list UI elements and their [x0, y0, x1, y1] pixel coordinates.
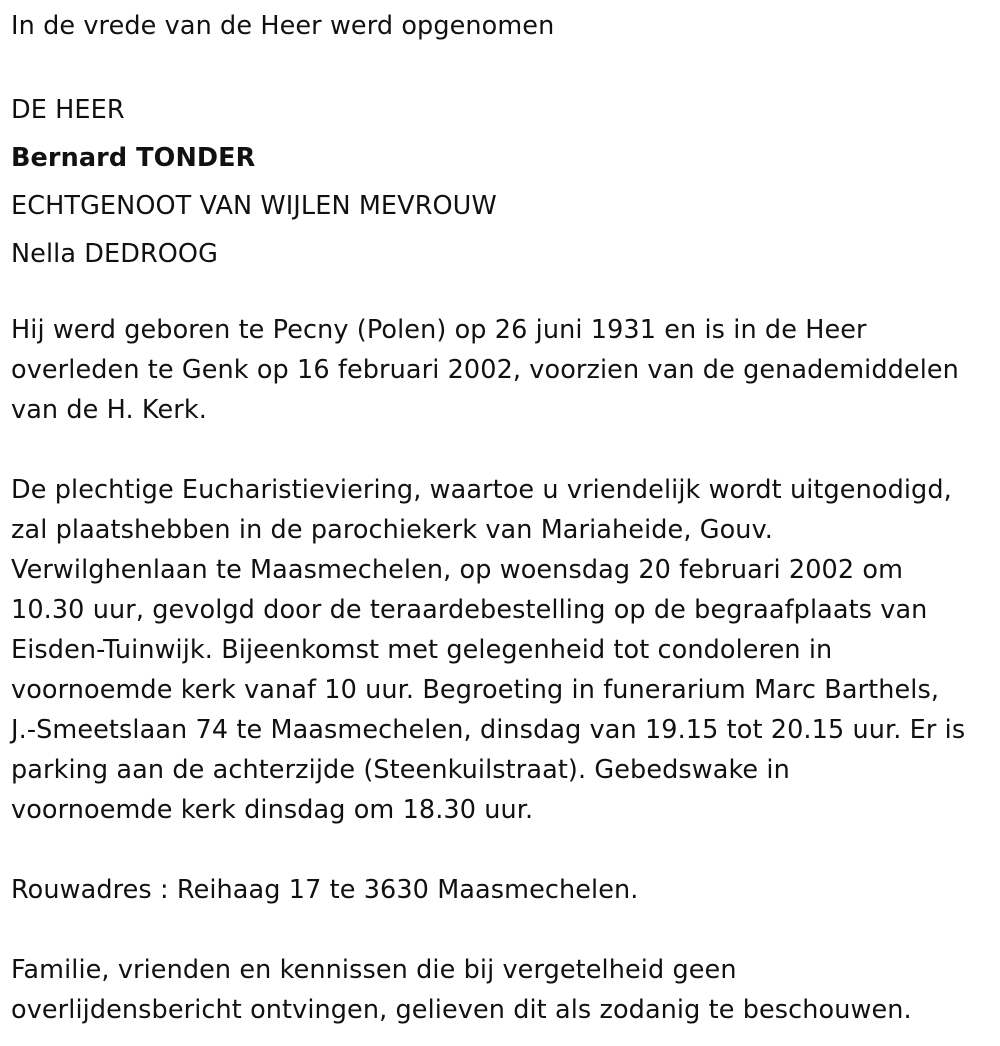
paragraph-line: 10.30 uur, gevolgd door de teraardebestelling op de begraafplaats van	[11, 595, 928, 625]
paragraph-line: voornoemde kerk dinsdag om 18.30 uur.	[11, 795, 534, 825]
paragraph-line: overleden te Genk op 16 februari 2002, voorzien van de genademiddelen	[11, 355, 959, 385]
closing-paragraph	[11, 950, 993, 1030]
paragraph-line: De plechtige Eucharistieviering, waartoe u vriendelijk wordt uitgenodigd,	[11, 475, 952, 505]
spouse-name: Nella DEDROOG	[11, 239, 218, 269]
paragraph-line: Familie, vrienden en kennissen die bij vergetelheid geen	[11, 955, 737, 985]
paragraph-line: van de H. Kerk.	[11, 395, 207, 425]
relation-line: ECHTGENOOT VAN WIJLEN MEVROUW	[11, 191, 497, 221]
death-notice	[11, 6, 993, 1030]
mourning-address: Rouwadres : Reihaag 17 te 3630 Maasmechelen.	[11, 875, 639, 905]
paragraph-line: Verwilghenlaan te Maasmechelen, op woensdag 20 februari 2002 om	[11, 555, 904, 585]
paragraph-line: J.-Smeetslaan 74 te Maasmechelen, dinsdag van 19.15 tot 20.15 uur. Er is	[11, 715, 966, 745]
birth-paragraph	[11, 310, 993, 430]
paragraph-line: overlijdensbericht ontvingen, gelieven dit als zodanig te beschouwen.	[11, 995, 912, 1025]
paragraph-line: parking aan de achterzijde (Steenkuilstraat). Gebedswake in	[11, 755, 790, 785]
spacer	[11, 46, 993, 86]
paragraph-line: Hij werd geboren te Pecny (Polen) op 26 juni 1931 en is in de Heer	[11, 315, 867, 345]
ceremony-paragraph	[11, 470, 993, 830]
spacer	[11, 278, 993, 310]
paragraph-line: zal plaatshebben in de parochiekerk van Mariaheide, Gouv.	[11, 515, 773, 545]
spacer	[11, 910, 993, 950]
spacer	[11, 430, 993, 470]
intro-line: In de vrede van de Heer werd opgenomen	[11, 11, 555, 41]
deceased-name: Bernard TONDER	[11, 143, 256, 173]
title-line: DE HEER	[11, 95, 125, 125]
paragraph-line: voornoemde kerk vanaf 10 uur. Begroeting in funerarium Marc Barthels,	[11, 675, 940, 705]
spacer	[11, 830, 993, 870]
paragraph-line: Eisden-Tuinwijk. Bijeenkomst met gelegenheid tot condoleren in	[11, 635, 833, 665]
